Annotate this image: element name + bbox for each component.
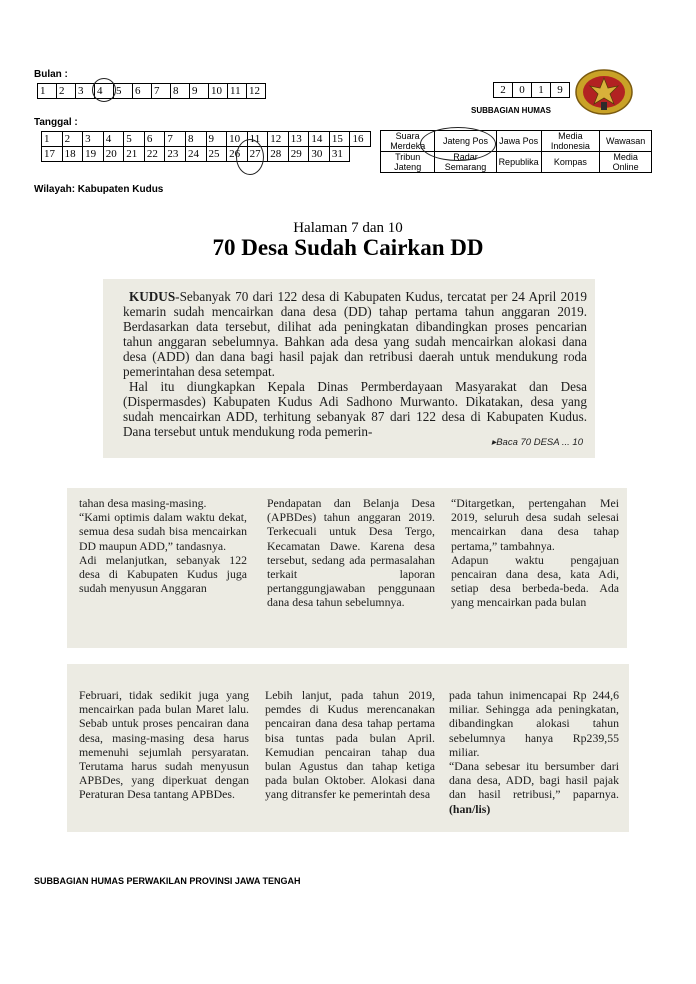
date-cell: 12: [268, 132, 289, 147]
column-6: [449, 688, 619, 816]
year-digit-cell: 1: [532, 83, 551, 98]
news-clip-continuation-1: [67, 488, 627, 648]
date-cell: 24: [185, 147, 206, 162]
month-cell: 9: [190, 84, 209, 99]
dateline: KUDUS: [129, 289, 176, 304]
month-cell: 5: [114, 84, 133, 99]
date-cell: 11: [247, 132, 268, 147]
date-cell: 10: [227, 132, 248, 147]
date-cell: 9: [206, 132, 227, 147]
date-cell: 13: [288, 132, 309, 147]
media-cell: Jateng Pos: [435, 131, 496, 152]
tanggal-label: Tanggal :: [34, 117, 78, 128]
column-3: “Ditargetkan, pertengahan Mei 2019, seluruh desa sudah selesai mencairkan dana desa tahap pertama,” tambahnya. Adapun waktu pengajuan pencairan dana desa, kata Adi, setiap desa berbeda-beda. Ada yang mencairkan pada bulan: [451, 496, 619, 610]
date-cell: 3: [83, 132, 104, 147]
media-cell: Kompas: [541, 152, 600, 173]
date-cell: 19: [83, 147, 104, 162]
date-cell: 16: [350, 132, 371, 147]
column-5: Lebih lanjut, pada tahun 2019, pemdes di Kudus merencanakan pencairan dana desa tahap pertama bisa tuntas pada bulan April. Kemudian pencairan tahap dua bulan Agustus dan tahap ketiga pada bulan Oktober. Alokasi dana yang ditransfer ke pemerintah desa: [265, 688, 435, 802]
provincial-emblem-icon: [574, 68, 634, 116]
date-cell: 29: [288, 147, 309, 162]
year-grid: [493, 82, 570, 98]
lead-paragraph-2: Hal itu diungkapkan Kepala Dinas Permberdayaan Masyarakat dan Desa (Dispermasdes) Kabupaten Kudus Adi Sadhono Murwanto. Dikatakan, desa yang sudah mencairkan ADD, terhitung sebanyak 87 dari 122 desa di Kabupaten Kudus. Dana tersebut untuk mendukung roda pemerin-: [123, 379, 587, 439]
selected-media-circle: [420, 127, 496, 161]
date-cell: 8: [185, 132, 206, 147]
column-1: tahan desa masing-masing. “Kami optimis dalam waktu dekat, semua desa sudah bisa mencairkan DD maupun ADD,” tandasnya. Adi melanjutkan, sebanyak 122 desa di Kabupaten Kudus juga sudah menyusun Anggaran: [79, 496, 247, 596]
media-cell: Jawa Pos: [496, 131, 541, 152]
date-cell: 28: [268, 147, 289, 162]
media-cell: Radar Semarang: [435, 152, 496, 173]
page-reference: Halaman 7 dan 10: [293, 220, 403, 236]
month-cell: 11: [228, 84, 247, 99]
bulan-label: Bulan :: [34, 69, 68, 80]
month-cell: 2: [57, 84, 76, 99]
media-grid: [380, 130, 652, 173]
news-clip-continuation-2: [67, 664, 629, 832]
org-name: SUBBAGIAN HUMAS: [471, 106, 551, 115]
date-cell: 22: [144, 147, 165, 162]
date-cell: 14: [309, 132, 330, 147]
date-cell: 7: [165, 132, 186, 147]
media-cell: Suara Merdeka: [381, 131, 435, 152]
year-digit-cell: 2: [494, 83, 513, 98]
selected-date-circle: [236, 139, 264, 175]
date-cell: 17: [42, 147, 63, 162]
date-cell: 20: [103, 147, 124, 162]
month-cell: 10: [209, 84, 228, 99]
selected-month-circle: [92, 78, 116, 102]
column-6-text: pada tahun inimencapai Rp 244,6 miliar. Sehingga ada peningkatan, dibandingkan alokasi tahun sebelumnya hanya Rp239,55 miliar. “Dana sebesar itu bersumber dari dana desa, ADD, bagi hasil pajak dan hasil retribusi,” paparnya.: [449, 688, 619, 802]
date-cell: 21: [124, 147, 145, 162]
date-cell: 25: [206, 147, 227, 162]
date-cell: 5: [124, 132, 145, 147]
byline: (han/lis): [449, 801, 491, 816]
year-digit-cell: 9: [551, 83, 570, 98]
date-cell: 4: [103, 132, 124, 147]
continued-reference: ▸Baca 70 DESA ... 10: [491, 437, 583, 448]
footer: SUBBAGIAN HUMAS PERWAKILAN PROVINSI JAWA TENGAH: [34, 876, 301, 886]
headline: 70 Desa Sudah Cairkan DD: [212, 235, 484, 260]
month-grid: [37, 83, 266, 99]
date-cell: 27: [247, 147, 268, 162]
year-digit-cell: 0: [513, 83, 532, 98]
date-cell: 2: [62, 132, 83, 147]
month-cell: 8: [171, 84, 190, 99]
month-cell: 7: [152, 84, 171, 99]
media-cell: Media Indonesia: [541, 131, 600, 152]
month-cell: 6: [133, 84, 152, 99]
date-cell: 18: [62, 147, 83, 162]
media-cell: Wawasan: [600, 131, 652, 152]
lead-paragraph-1: -Sebanyak 70 dari 122 desa di Kabupaten Kudus, tercatat per 24 April 2019 kemarin sudah mencairkan dana desa (DD) tahap pertama tahun anggaran 2019. Berdasarkan data tersebut, dilihat ada peningkatan dibandingkan proses pencarian tahun anggaran sebelumnya. Bahkan ada desa yang sudah mencairkan alokasi dana desa (ADD) dan dana bagi hasil pajak dan retribusi daerah untuk mendukung roda pemerintahan desa setempat.: [123, 289, 587, 379]
month-cell: 4: [95, 84, 114, 99]
date-grid: [41, 131, 371, 162]
date-cell: 6: [144, 132, 165, 147]
date-cell: 26: [227, 147, 248, 162]
date-cell: 31: [329, 147, 350, 162]
media-cell: Media Online: [600, 152, 652, 173]
date-cell: 15: [329, 132, 350, 147]
month-cell: 12: [247, 84, 266, 99]
month-cell: 1: [38, 84, 57, 99]
date-cell: 23: [165, 147, 186, 162]
column-4: Februari, tidak sedikit juga yang mencairkan pada bulan Maret lalu. Sebab untuk proses pencairan dana desa, masing-masing desa harus memenuhi sejumlah persyaratan. Terutama harus sudah menyusun APBDes, yang diperkuat dengan Peraturan Desa tantang APBDes.: [79, 688, 249, 802]
media-cell: Republika: [496, 152, 541, 173]
column-2: Pendapatan dan Belanja Desa (APBDes) tahun anggaran 2019. Terkecuali untuk Desa Tergo, Kecamatan Dawe. Karena desa tersebut, sedang ada permasalahan terkait laporan pertanggungjawaban penggunaan dana desa tahun sebelumnya.: [267, 496, 435, 610]
media-cell: Tribun Jateng: [381, 152, 435, 173]
wilayah-label: Wilayah: Kabupaten Kudus: [34, 184, 164, 195]
month-cell: 3: [76, 84, 95, 99]
news-clip-lead: [103, 279, 595, 458]
date-cell: 1: [42, 132, 63, 147]
date-cell: 30: [309, 147, 330, 162]
